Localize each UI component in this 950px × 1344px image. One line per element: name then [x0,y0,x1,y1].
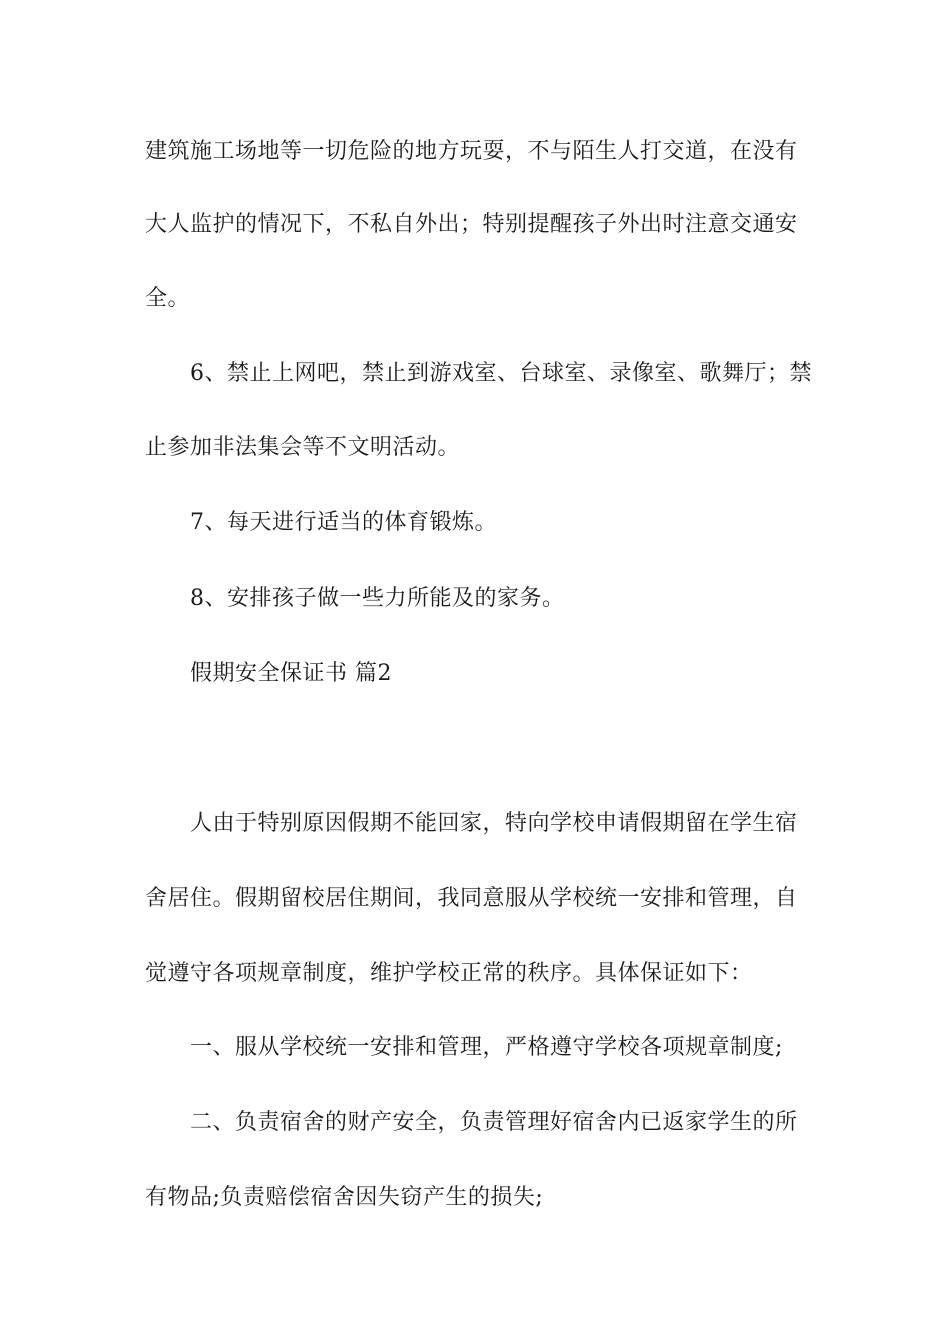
paragraph-line: 人由于特别原因假期不能回家，特向学校申请假期留在学生宿 [190,811,798,836]
paragraph-line: 觉遵守各项规章制度，维护学校正常的秩序。具体保证如下： [145,961,753,986]
paragraph-line: 一、服从学校统一安排和管理，严格遵守学校各项规章制度; [190,1035,783,1060]
paragraph-line: 7、每天进行适当的体育锻炼。 [190,510,497,535]
paragraph-line: 有物品;负责赔偿宿舍因失窃产生的损失; [145,1185,544,1210]
paragraph-line: 大人监护的情况下，不私自外出；特别提醒孩子外出时注意交通安 [145,212,798,237]
paragraph-line: 6、禁止上网吧，禁止到游戏室、台球室、录像室、歌舞厅；禁 [190,361,812,386]
paragraph-line: 舍居住。假期留校居住期间，我同意服从学校统一安排和管理，自 [145,886,798,911]
paragraph-line: 全。 [145,286,191,311]
paragraph-line: 止参加非法集会等不文明活动。 [145,435,461,460]
paragraph-line: 建筑施工场地等一切危险的地方玩耍，不与陌生人打交道，在没有 [145,139,798,164]
paragraph-line: 8、安排孩子做一些力所能及的家务。 [190,586,565,611]
section-heading: 假期安全保证书 篇2 [190,661,392,686]
paragraph-line: 二、负责宿舍的财产安全，负责管理好宿舍内已返家学生的所 [190,1110,798,1135]
